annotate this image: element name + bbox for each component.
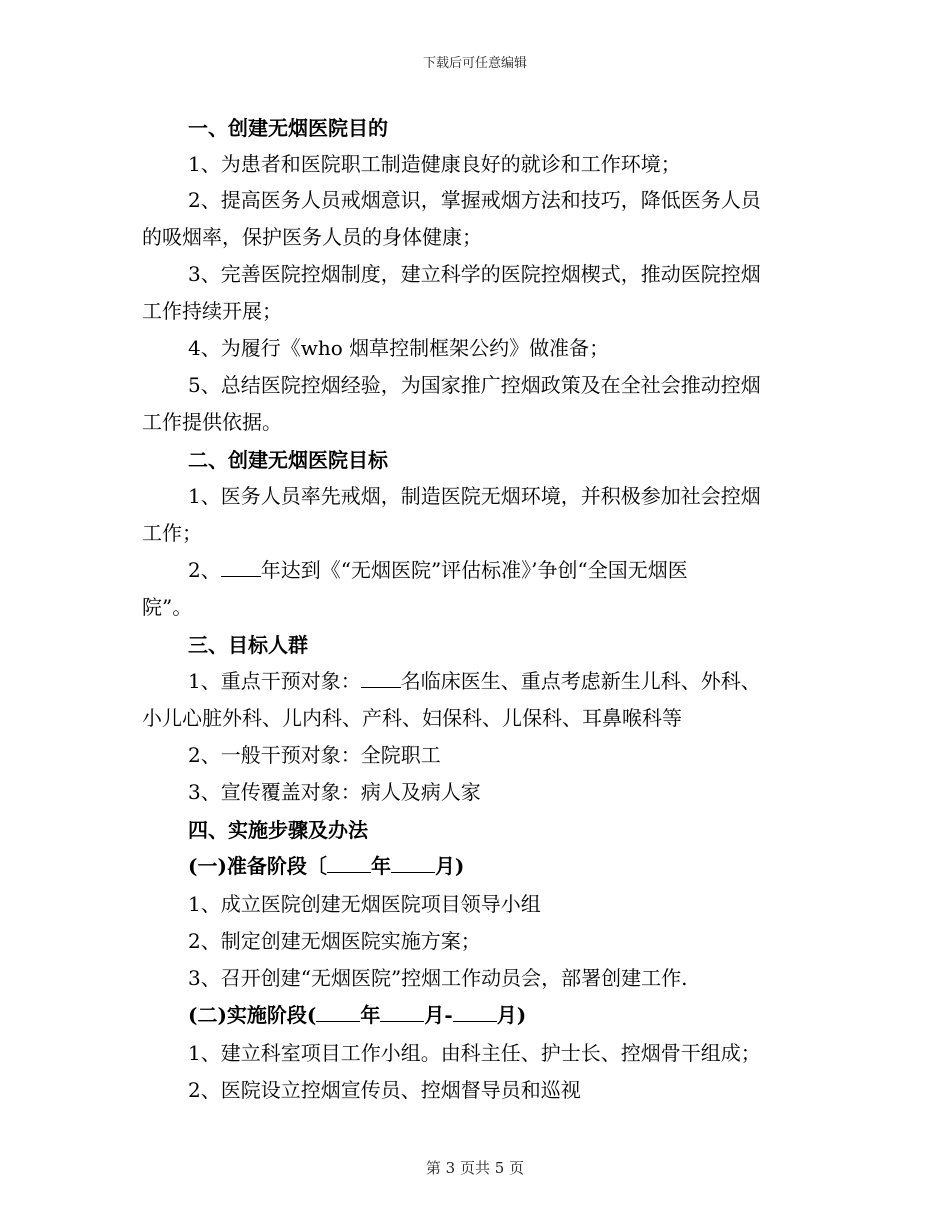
section-1-title: 一、创建无烟医院目的 [188, 116, 388, 140]
count-blank [361, 669, 401, 688]
s3-item-1-text: 名临床医生、重点考虑新生儿科、外科、 [400, 669, 761, 693]
phase-1-year-blank [327, 854, 371, 873]
section-4-title: 四、实施步骤及办法 [188, 818, 368, 842]
page-footer: 第 3 页共 5 页 [425, 1159, 525, 1177]
s1-item-4: 4、为履行《who 烟草控制框架公约》做准备； [188, 336, 610, 360]
s3-item-2: 2、一般干预对象：全院职工 [188, 743, 441, 767]
s1-item-5: 5、总结医院控烟经验，为国家推广控烟政策及在全社会推动控烟 [188, 373, 761, 397]
phase-2-year: 年 [360, 1003, 381, 1027]
s2-item-1-cont: 工作； [142, 521, 202, 545]
phase-2-month-end: 月) [496, 1003, 527, 1027]
page-header: 下载后可任意编辑 [422, 56, 527, 71]
s2-item-1: 1、医务人员率先戒烟，制造医院无烟环境，并积极参加社会控烟 [188, 484, 761, 508]
phase-1-month: 月) [434, 854, 465, 878]
phase-2-month-sep: 月- [424, 1003, 453, 1027]
phase-1-title [188, 853, 464, 879]
s1-item-2: 2、提高医务人员戒烟意识，掌握戒烟方法和技巧，降低医务人员 [188, 188, 761, 212]
s1-item-1: 1、为患者和医院职工制造健康良好的就诊和工作环境； [188, 152, 681, 176]
section-2-title: 二、创建无烟医院目标 [188, 448, 388, 472]
p1-item-3: 3、召开创建“无烟医院”控烟工作动员会，部署创建工作. [188, 966, 688, 990]
s3-item-1-cont: 小儿心脏外科、儿内科、产科、妇保科、儿保科、耳鼻喉科等 [142, 706, 682, 730]
p2-item-2: 2、医院设立控烟宣传员、控烟督导员和巡视 [188, 1078, 581, 1102]
section-3-title: 三、目标人群 [188, 633, 308, 657]
s1-item-3: 3、完善医院控烟制度，建立科学的医院控烟楔式，推动医院控烟 [188, 262, 761, 286]
s3-item-3: 3、宣传覆盖对象：病人及病人家 [188, 780, 481, 804]
phase-1-prefix: (一)准备阶段〔 [188, 854, 327, 878]
phase-2-year-blank [316, 1003, 360, 1022]
p1-item-1: 1、成立医院创建无烟医院项目领导小组 [188, 892, 541, 916]
s3-item-1-prefix: 1、重点干预对象： [188, 669, 361, 693]
year-blank [221, 558, 261, 577]
s2-item-2-prefix: 2、 [188, 558, 221, 582]
s1-item-5-cont: 工作提供依据。 [142, 410, 282, 434]
s3-item-1 [188, 668, 761, 694]
p1-item-2: 2、制定创建无烟医院实施方案； [188, 929, 481, 953]
phase-1-month-blank [391, 854, 435, 873]
phase-2-month-start-blank [380, 1003, 424, 1022]
s2-item-2-text: 年达到《“无烟医院”评估标准》’争创“全国无烟医 [260, 558, 688, 582]
p2-item-1: 1、建立科室项目工作小组。由科主任、护士长、控烟骨干组成； [188, 1041, 761, 1065]
s2-item-2 [188, 557, 688, 583]
s1-item-2-cont: 的吸烟率，保护医务人员的身体健康； [142, 225, 482, 249]
phase-2-title [188, 1002, 526, 1028]
s1-item-3-cont: 工作持续开展； [142, 299, 282, 323]
phase-1-year: 年 [370, 854, 391, 878]
s2-item-2-cont: 院”。 [142, 595, 193, 619]
phase-2-prefix: (二)实施阶段( [188, 1003, 317, 1027]
phase-2-month-end-blank [453, 1003, 497, 1022]
